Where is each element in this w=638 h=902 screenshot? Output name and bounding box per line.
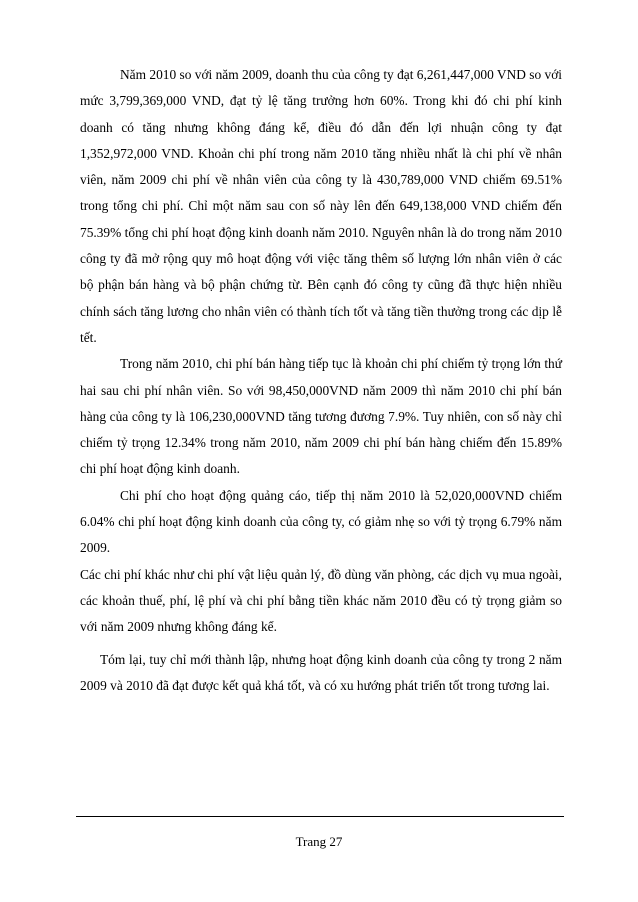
footer-divider: [76, 816, 564, 817]
document-body: [80, 62, 562, 699]
paragraph-sales-costs: Trong năm 2010, chi phí bán hàng tiếp tục là khoản chi phí chiếm tỷ trọng lớn thứ hai sau chi phí nhân viên. So với 98,450,000VND năm 2009 thì năm 2010 chi phí bán hàng của công ty là 106,230,000VND tăng tương đương 7.9%. Tuy nhiên, con số này chỉ chiếm tỷ trọng 12.34% trong năm 2010, năm 2009 chi phí bán hàng chiếm đến 15.89% chi phí hoạt động kinh doanh.: [80, 356, 562, 477]
paragraph-advertising-costs: Chi phí cho hoạt động quảng cáo, tiếp thị năm 2010 là 52,020,000VND chiếm 6.04% chi phí hoạt động kinh doanh của công ty, có giảm nhẹ so với tỷ trọng 6.79% năm 2009.: [80, 487, 562, 556]
paragraph-summary: Tóm lại, tuy chỉ mới thành lập, nhưng hoạt động kinh doanh của công ty trong 2 năm 2009 và 2010 đã đạt được kết quả khá tốt, và có xu hướng phát triển tốt trong tương lai.: [80, 651, 562, 693]
paragraph-other-costs: Các chi phí khác như chi phí vật liệu quản lý, đồ dùng văn phòng, các dịch vụ mua ngoài, các khoản thuế, phí, lệ phí và chi phí bằng tiền khác năm 2010 đều có tỷ trọng giảm so với năm 2009 nhưng không đáng kể.: [80, 566, 562, 635]
paragraph-revenue-and-staff-costs: Năm 2010 so với năm 2009, doanh thu của công ty đạt 6,261,447,000 VND so với mức 3,799,369,000 VND, đạt tỷ lệ tăng trưởng hơn 60%. Trong khi đó chi phí kinh doanh có tăng nhưng không đáng kể, điều đó dẫn đến lợi nhuận công ty đạt 1,352,972,000 VND. Khoản chi phí trong năm 2010 tăng nhiều nhất là chi phí về nhân viên, năm 2009 chi phí về nhân viên của công ty là 430,789,000 VND chiếm 69.51% trong tổng chi phí. Chỉ một năm sau con số này lên đến 649,138,000 VND chiếm đến 75.39% tổng chi phí hoạt động kinh doanh năm 2010. Nguyên nhân là do trong năm 2010 công ty đã mở rộng quy mô hoạt động với việc tăng thêm số lượng lớn nhân viên ở các bộ phận bán hàng và bộ phận chứng từ. Bên cạnh đó công ty cũng đã thực hiện nhiều chính sách tăng lương cho nhân viên có thành tích tốt và tăng tiền thưởng trong các dịp lễ tết.: [80, 67, 563, 345]
page-number: Trang 27: [295, 834, 343, 849]
